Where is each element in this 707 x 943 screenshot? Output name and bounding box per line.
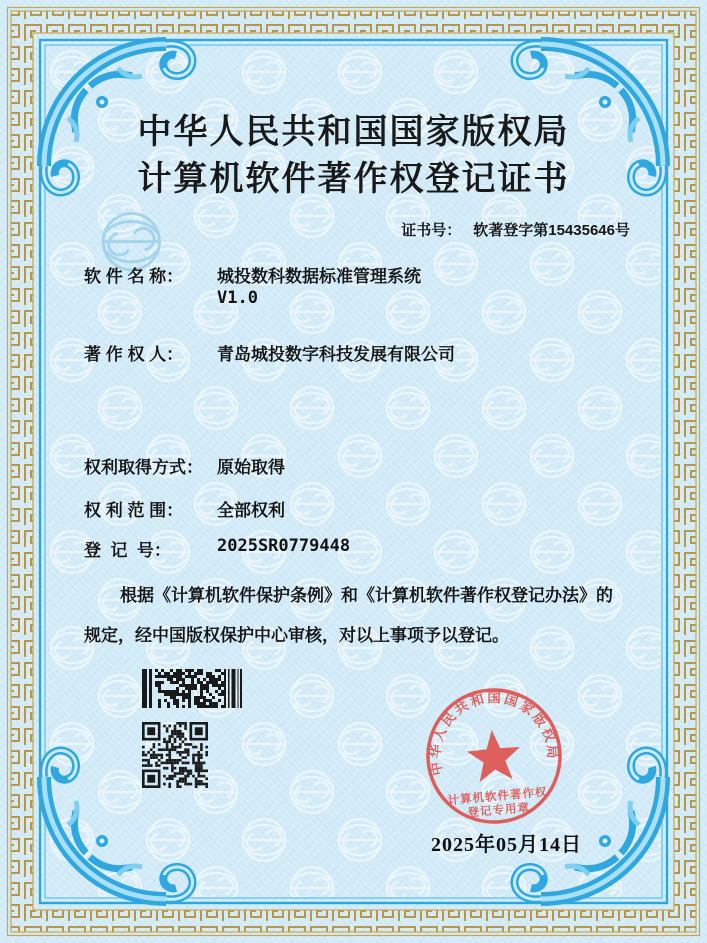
registration-number-label: 登 记 号： [84, 541, 171, 560]
registration-number-value: 2025SR0779448 [217, 536, 351, 556]
software-name-label: 软 件 名 称： [84, 267, 184, 286]
issue-date: 2025年05月14日 [431, 834, 582, 856]
seal-star-icon [465, 728, 522, 783]
seal-arc-text: 中华人民共和国国家版权局 [427, 690, 561, 777]
official-seal [414, 676, 574, 836]
seal-line-2: 登记专用章 [467, 802, 531, 820]
certificate-number-label: 证书号： [401, 222, 462, 239]
authority-title: 中华人民共和国国家版权局 [137, 114, 570, 151]
statement-line-2: 规定，经中国版权保护中心审核，对以上事项予以登记。 [84, 626, 509, 645]
acquisition-method-label: 权利取得方式： [84, 458, 203, 477]
copyright-owner-value: 青岛城投数字科技发展有限公司 [217, 345, 455, 364]
barcode [142, 669, 243, 708]
acquisition-method-value: 原始取得 [217, 458, 285, 477]
qr-code [142, 722, 208, 788]
rights-scope-value: 全部权利 [217, 501, 285, 520]
certificate-title: 计算机软件著作权登记证书 [137, 161, 570, 198]
certificate-number-line [401, 219, 630, 240]
seal-line-1: 计算机软件著作权 [447, 786, 548, 808]
statement-line-1: 根据《计算机软件保护条例》和《计算机软件著作权登记办法》的 [120, 586, 613, 605]
rights-scope-label: 权 利 范 围： [84, 501, 184, 520]
software-version-value: V1.0 [217, 288, 258, 308]
certificate-number-value: 软著登字第15435646号 [473, 222, 630, 239]
software-name-value: 城投数科数据标准管理系统 [217, 267, 421, 286]
copyright-owner-label: 著 作 权 人： [84, 345, 184, 364]
